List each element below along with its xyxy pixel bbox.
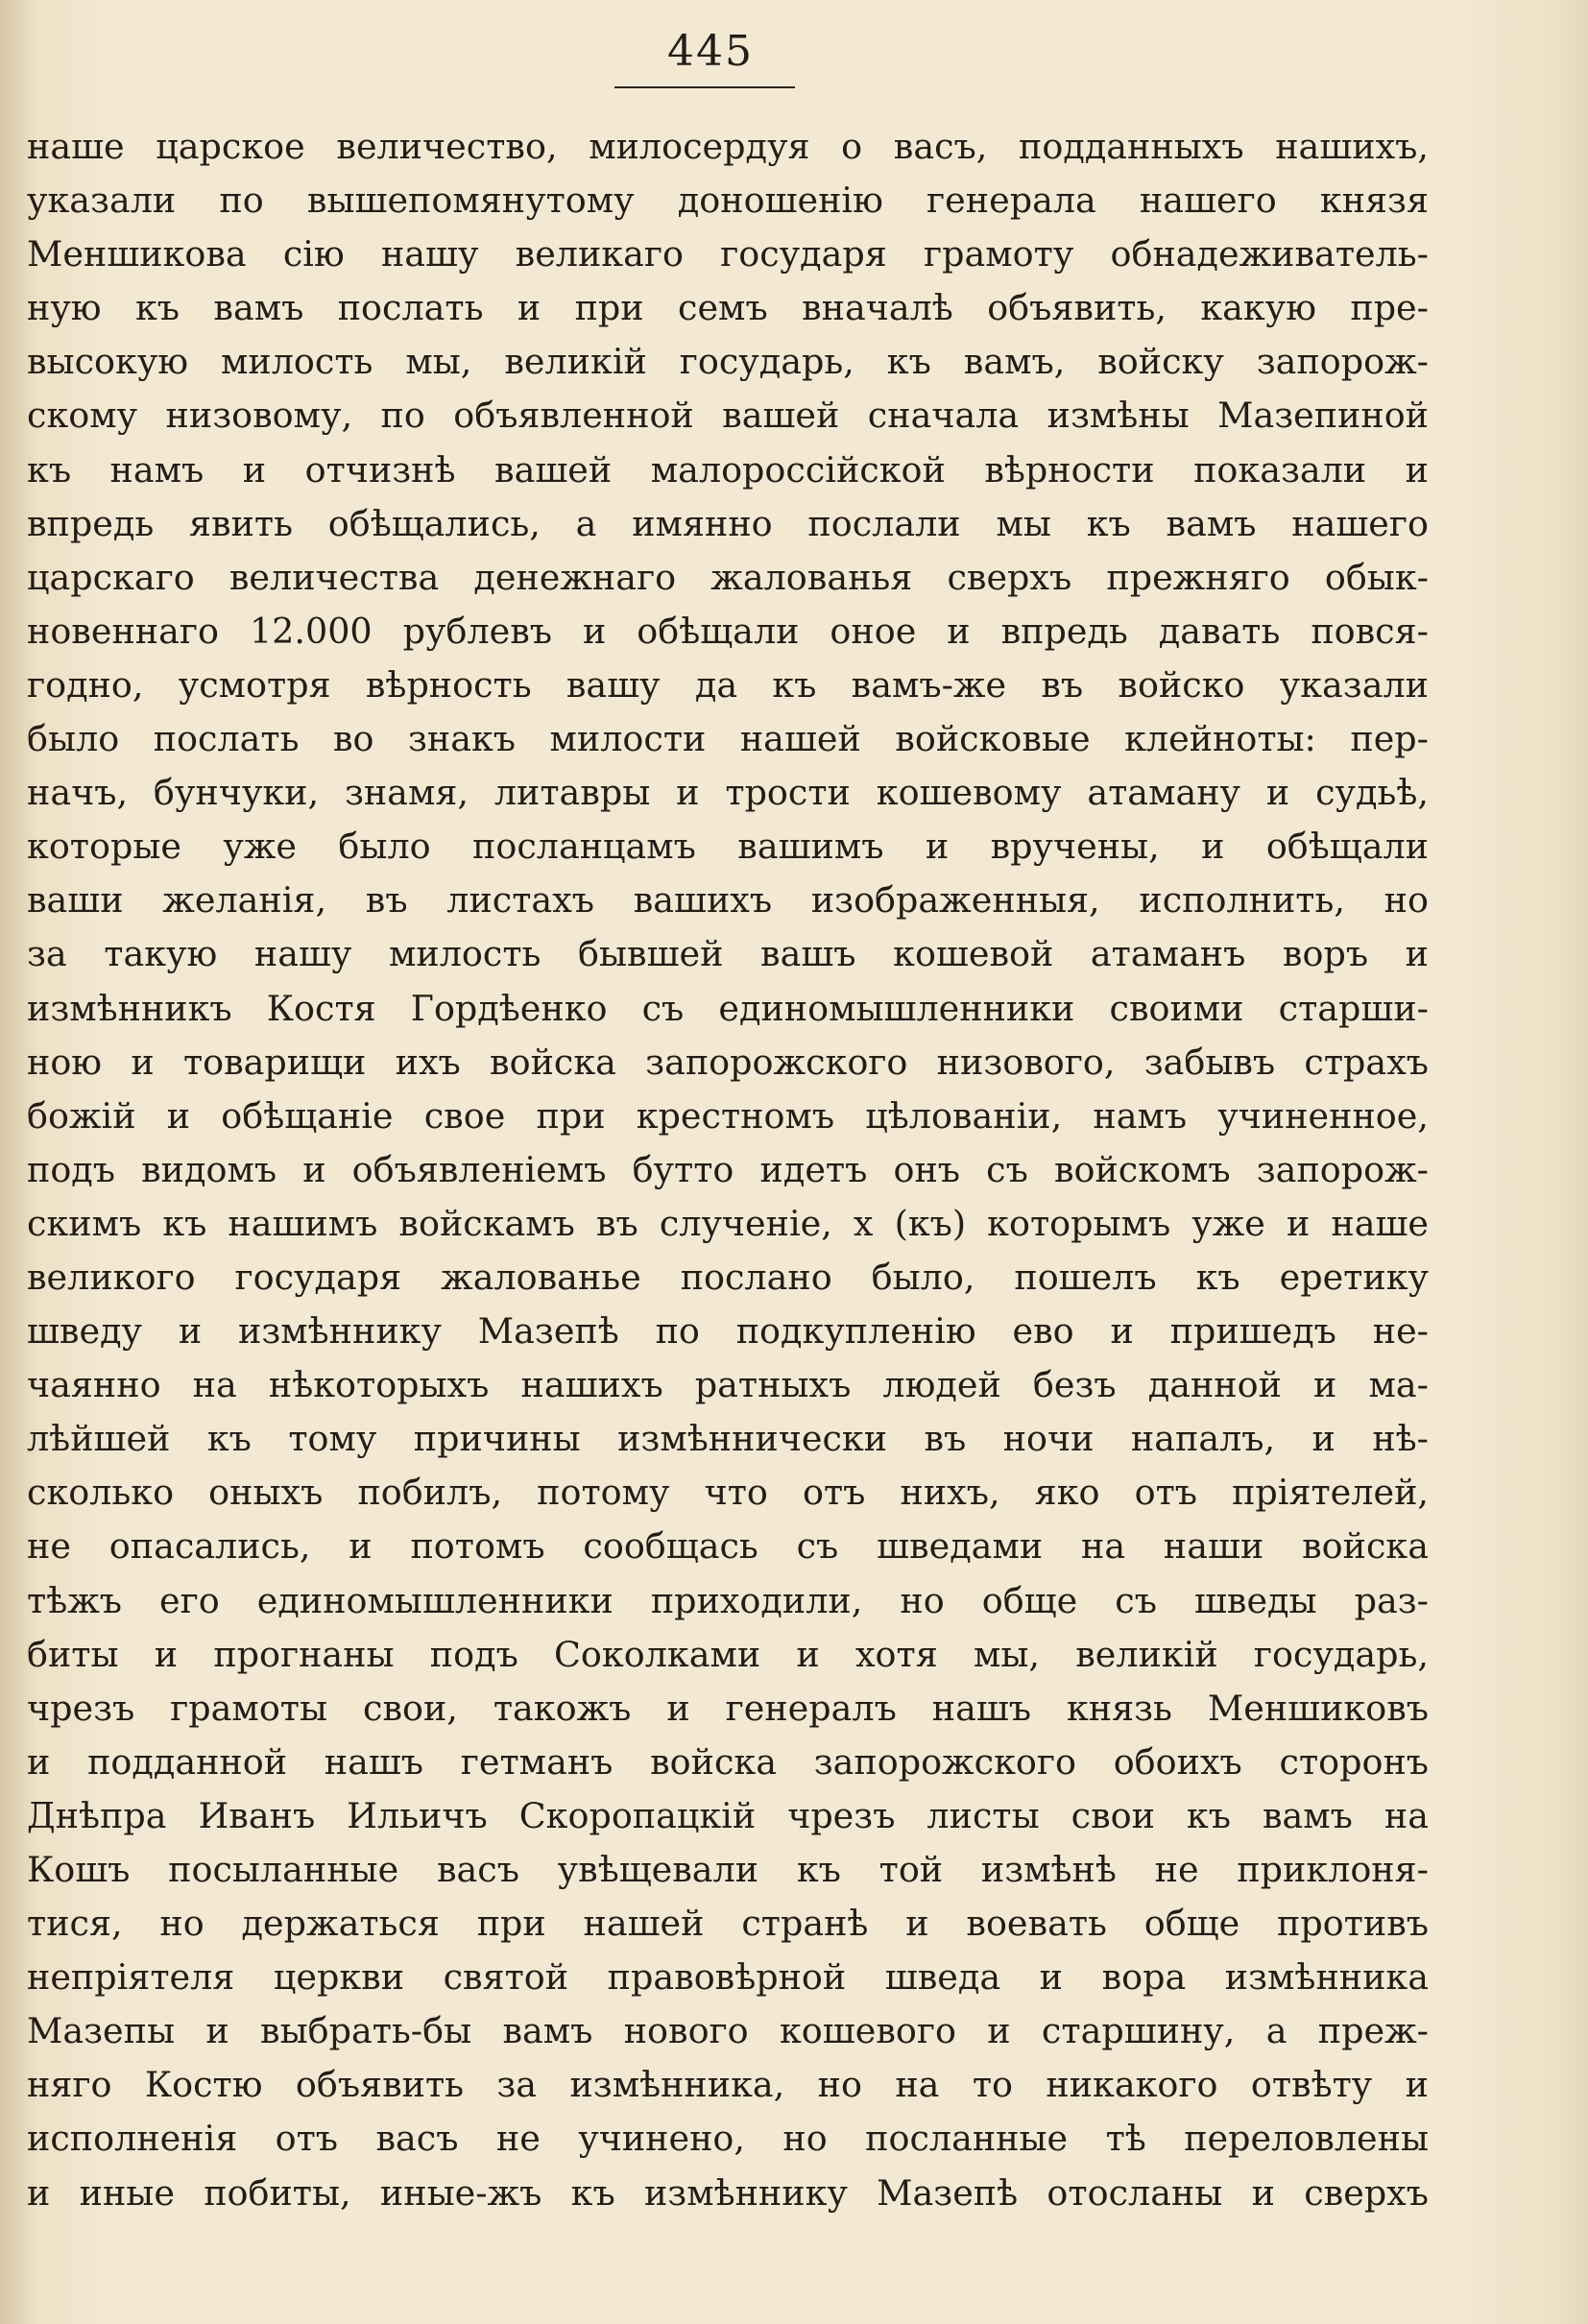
- text-line: божій и обѣщаніе свое при крестномъ цѣлованіи, намъ учиненное,: [27, 1094, 1429, 1137]
- text-line: великого государя жалованье послано было, пошелъ къ еретику: [27, 1256, 1429, 1298]
- text-line: тѣжъ его единомышленники приходили, но обще съ шведы раз-: [27, 1579, 1429, 1621]
- text-line: сколько оныхъ побилъ, потому что отъ нихъ, яко отъ пріятелей,: [27, 1472, 1429, 1514]
- text-line: новеннаго 12.000 рублевъ и обѣщали оное и впредь давать повся-: [27, 610, 1429, 652]
- text-line: лѣйшей къ тому причины измѣннически въ ночи напалъ, и нѣ-: [27, 1418, 1429, 1460]
- text-line: шведу и измѣннику Мазепѣ по подкупленію ево и пришедъ не-: [27, 1310, 1429, 1353]
- text-line: ваши желанія, въ листахъ вашихъ изображенныя, исполнить, но: [27, 879, 1429, 922]
- text-line: которые уже было посланцамъ вашимъ и вручены, и обѣщали: [27, 826, 1429, 868]
- text-line: скому низовому, по объявленной вашей сначала измѣны Мазепиной: [27, 395, 1429, 437]
- text-line: не опасались, и потомъ сообщась съ шведами на наши войска: [27, 1525, 1429, 1568]
- text-line: тися, но держаться при нашей странѣ и воевать обще противъ: [27, 1903, 1429, 1945]
- text-line: и иные побиты, иные-жъ къ измѣннику Мазепѣ отосланы и сверхъ: [27, 2171, 1429, 2214]
- text-line: указали по вышепомянутому доношенію генерала нашего князя: [27, 180, 1429, 222]
- text-line: чрезъ грамоты свои, такожъ и генералъ нашъ князь Меншиковъ: [27, 1687, 1429, 1729]
- body-text: [27, 120, 1429, 2220]
- text-line: Днѣпра Иванъ Ильичъ Скоропацкій чрезъ листы свои къ вамъ на: [27, 1794, 1429, 1836]
- text-line: къ намъ и отчизнѣ вашей малороссійской вѣрности показали и: [27, 448, 1429, 491]
- text-line: наше царское величество, милосердуя о васъ, подданныхъ нашихъ,: [27, 126, 1429, 167]
- text-line: и подданной нашъ гетманъ войска запорожского обоихъ сторонъ: [27, 1740, 1429, 1783]
- page-number-rule: [614, 86, 795, 88]
- text-line: впредь явить обѣщались, а имянно послали мы къ вамъ нашего: [27, 502, 1429, 544]
- text-line: высокую милость мы, великій государь, къ вамъ, войску запорож-: [27, 341, 1429, 383]
- text-line: скимъ къ нашимъ войскамъ въ слученіе, х (къ) которымъ уже и наше: [27, 1202, 1429, 1244]
- text-line: начъ, бунчуки, знамя, литавры и трости кошевому атаману и судьѣ,: [27, 772, 1429, 814]
- text-line: няго Костю объявить за измѣнника, но на то никакого отвѣту и: [27, 2064, 1429, 2106]
- text-line: Меншикова сію нашу великаго государя грамоту обнадеживатель-: [27, 233, 1429, 276]
- page-number: 445: [667, 27, 754, 76]
- text-line: ною и товарищи ихъ войска запорожского низового, забывъ страхъ: [27, 1041, 1429, 1083]
- text-line: Кошъ посыланные васъ увѣщевали къ той измѣнѣ не приклоня-: [27, 1849, 1429, 1890]
- text-line: за такую нашу милость бывшей вашъ кошевой атаманъ воръ и: [27, 933, 1429, 975]
- text-line: царскаго величества денежнаго жалованья сверхъ прежняго обык-: [27, 556, 1429, 598]
- text-line: чаянно на нѣкоторыхъ нашихъ ратныхъ людей безъ данной и ма-: [27, 1364, 1429, 1406]
- text-line: ную къ вамъ послать и при семъ вначалѣ объявить, какую пре-: [27, 287, 1429, 329]
- text-line: подъ видомъ и объявленіемъ бутто идетъ онъ съ войскомъ запорож-: [27, 1148, 1429, 1190]
- text-line: непріятеля церкви святой правовѣрной шведа и вора измѣнника: [27, 1956, 1429, 1999]
- text-line: было послать во знакъ милости нашей войсковые клейноты: пер-: [27, 718, 1429, 760]
- text-line: Мазепы и выбрать-бы вамъ нового кошевого и старшину, а преж-: [27, 2010, 1429, 2052]
- text-line: измѣнникъ Костя Гордѣенко съ единомышленники своими старши-: [27, 987, 1429, 1029]
- text-line: исполненія отъ васъ не учинено, но посланные тѣ переловлены: [27, 2118, 1429, 2160]
- text-line: годно, усмотря вѣрность вашу да къ вамъ-же въ войско указали: [27, 663, 1429, 706]
- text-line: биты и прогнаны подъ Соколками и хотя мы, великій государь,: [27, 1633, 1429, 1675]
